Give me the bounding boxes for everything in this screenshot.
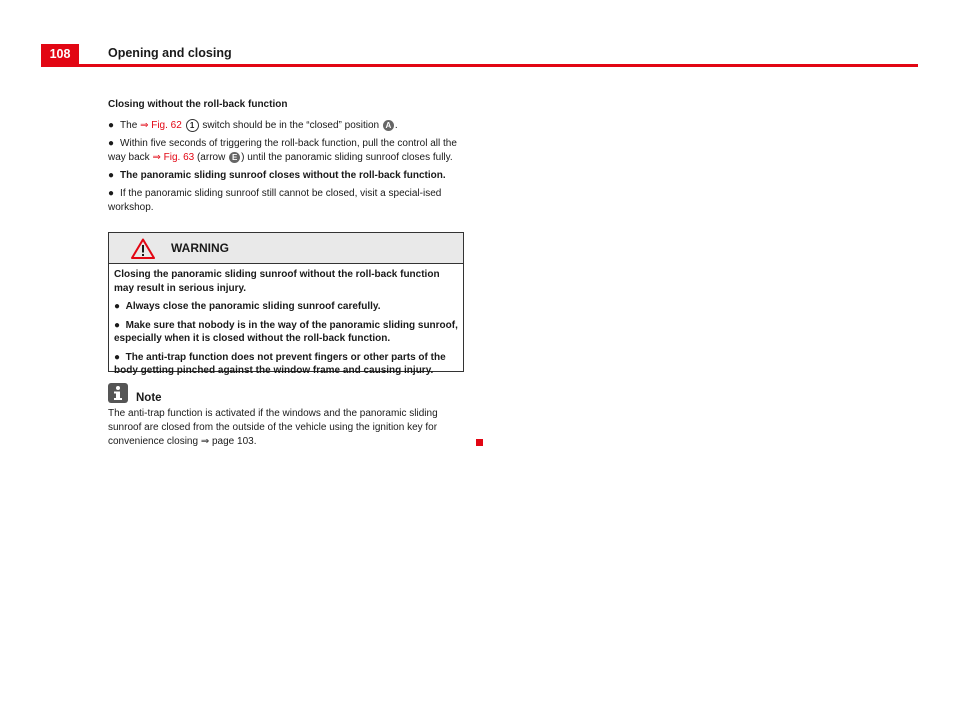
bullet-text: switch should be in the “closed” position [199,120,382,131]
warning-item [114,300,458,314]
warning-item [114,351,458,378]
arrow-marker: E [229,152,240,163]
warning-triangle-icon [131,238,155,259]
section-title: Opening and closing [108,46,232,60]
warning-body [109,264,463,378]
info-note-icon [108,383,128,403]
bullet-item [108,137,465,165]
bullet-dot: ● [108,120,115,131]
bullet-dot: ● [108,188,115,199]
bullet-text: If the panoramic sliding sunroof still cannot be closed, visit a special-ised workshop. [108,188,442,213]
callout-marker: 1 [186,119,199,132]
figure-reference-link[interactable]: ⇒ Fig. 63 [152,152,195,163]
bullet-item [108,169,465,183]
bullet-item [108,187,465,215]
bullet-text: The panoramic sliding sunroof closes without the roll-back function. [120,170,446,181]
bullet-text: . [394,120,398,131]
bullet-dot: ● [108,138,115,149]
bullet-dot: ● [114,319,121,331]
bullet-text: ) until the panoramic sliding sunroof closes fully. [241,152,453,163]
warning-item [114,319,458,346]
note-title: Note [136,392,162,404]
bullet-dot: ● [114,351,121,363]
bullet-item [108,119,465,133]
warning-box [108,232,464,376]
note-text: The anti-trap function is activated if the windows and the panoramic sliding sunroof are closed from the outside of the vehicle using the ignition key for convenience closing ⇒ page 103. [108,408,438,447]
section-end-square-icon [476,439,483,446]
subheading: Closing without the roll-back function [108,99,288,110]
warning-item-text: Make sure that nobody is in the way of the panoramic sliding sunroof, especially when it is closed without the roll-back function. [114,319,458,344]
bullet-text: Within five seconds of triggering the roll-back function, pull the control all the way back [108,138,457,163]
bullet-text: The [120,120,141,131]
warning-title: WARNING [171,241,229,255]
warning-intro: Closing the panoramic sliding sunroof without the roll-back function may result in serious injury. [114,269,440,294]
bullet-text: (arrow [194,152,229,163]
warning-header [109,233,463,264]
figure-reference-link[interactable]: ⇒ Fig. 62 [140,120,182,131]
info-glyph-icon [111,385,125,401]
page-header [41,44,918,67]
page-number: 108 [41,44,79,64]
main-content [108,98,465,219]
position-marker: A [383,120,394,131]
bullet-dot: ● [108,170,115,181]
warning-item-text: The anti-trap function does not prevent fingers or other parts of the body getting pinched against the window frame and causing injury. [114,351,446,376]
bullet-dot: ● [114,301,121,312]
warning-item-text: Always close the panoramic sliding sunroof carefully. [125,301,381,312]
